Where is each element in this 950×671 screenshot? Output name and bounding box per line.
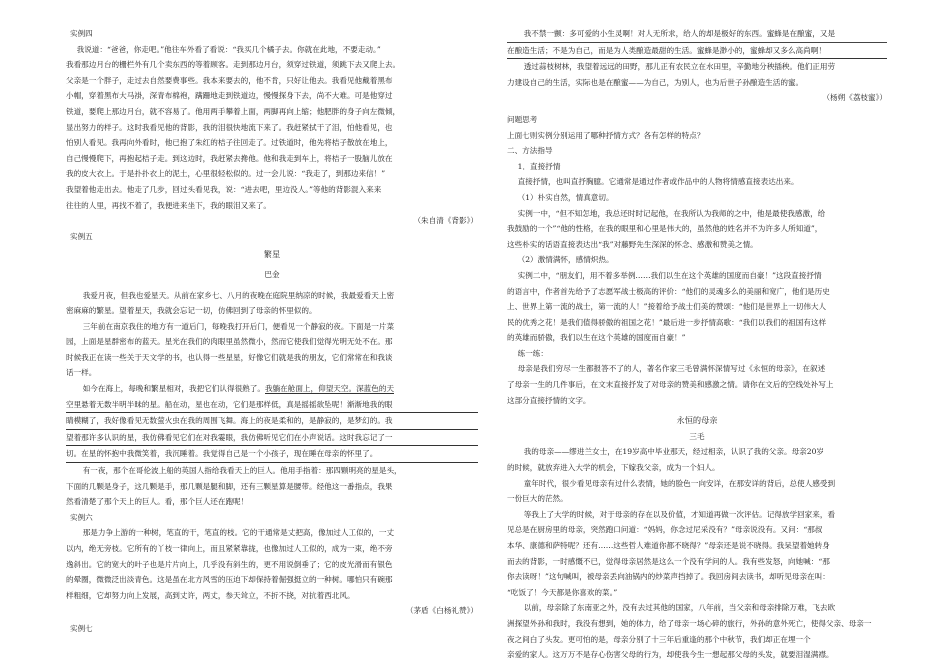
ex5-p3-underline: 我躺在舱面上，仰望天空。深蓝色的天 [264,384,395,394]
ex6-line: 那是力争上游的一种树，笔直的干，笔直的枝。它的干通常是丈把高，像加过人工似的，一丈 [82,528,395,538]
essay-line: “吃饭了！今天都是你喜欢的菜。” [507,587,618,597]
essay-line: 童年时代，很少看见母亲有过什么表情，她的脸色一向安详，在那安详的背后，总使人感受到 [523,478,836,488]
right-column [507,26,887,663]
ex5-author: 巴金 [264,269,280,279]
m1-sub1-line: 实例一中，“但不知怎地，我总还时时记起他，在我所认为我师的之中，他是最使我感激，给 [517,208,826,218]
ex5-line: 话一样。 [66,368,97,378]
ex5-underline-line: 切。在星的怀抱中我微笑着，我沉睡着。我觉得自己是一个小孩子，现在睡在母亲的怀里了。 [66,446,478,463]
ex4-line: 自己慢慢爬下，再抱起桔子走。到这边时，我赶紧去搀他。他和我走到车上，将桔子一股脑儿放在 [66,153,393,163]
ex4-line: 怕别人看见。我再向外看时，他已抱了朱红的桔子往回走了。过铁道时，他先将桔子散放在地上， [66,138,393,148]
ex5-underline-line: 望着那许多认识的星，我仿佛看见它们在对我霎眼，我仿佛听见它们在小声说话。这时我忘记了一 [66,430,478,447]
ex4-line: 我看那边月台的栅栏外有几个卖东西的等着顾客。走到那边月台，须穿过铁道，须跳下去又爬上去。 [66,60,401,70]
essay-line: 本华、康德和萨特呢？还有……这些哲人难道你都不晓得？”母亲还是说不晓得。我呆望着她转身 [507,541,830,550]
ex6-line: 逸斜出。它的宽大的叶子也是片片向上，几乎没有斜生的，更不用说倒垂了；它的皮光滑而有银色 [66,559,393,569]
essay-title: 永恒的母亲 [676,415,718,426]
ex4-line: 我望着他走出去。他走了几步，回过头看见我，说：“进去吧，里边没人。”等他的背影混入来来 [66,184,382,194]
m1-sub1-line: 我鼓励的一个”“他的性格，在我的眼里和心里是伟大的，虽然他的姓名并不为许多人所知道”， [507,224,823,234]
essay-line: 你去读呀！”这句喊叫，被母亲丢向油锅内的炒菜声挡掉了。我回房间去读书，却听见母亲在叫： [507,572,830,582]
m1-sub2-line: 实例二中，“朋友们，用不着多举例……我们以生在这个英雄的国度而自豪！”这段直接抒情 [517,270,822,280]
essay-line: 夜之间白了头发。更可怕的是，母亲分别了十三年后重逢的那个中秋节，我们却正在埋一个 [507,634,811,644]
m1-sub2-line: 民的优秀之花！是我们值得骄傲的祖国之花！”最后进一步抒情高歌：“我们以我们的祖国有这样 [507,317,827,327]
ex5-line: 我爱月夜，但我也爱星天。从前在家乡七、八月的夜晚在庭院里纳凉的时候，我最爱看天上密 [82,290,395,300]
ex5-heading: 实例五 [70,231,93,241]
ex5-line: 然看清楚了那个天上的巨人。看，那个巨人还在跑呢！ [66,497,249,507]
ex7-heading: 实例七 [70,623,93,633]
m1-text: 直接抒情，也叫直抒胸臆。它通常是通过作者或作品中的人物将情感直接表达出来。 [517,177,799,187]
practice-line: 母亲是我们穷尽一生都报答不了的人，著名作家三毛曾满怀深情写过《永恒的母亲》，在叙述 [517,364,826,374]
ex4-line: 显出努力的样子。这时我看见他的背影，我的泪很快地流下来了。我赶紧拭干了泪，怕他看见，也 [66,122,393,132]
practice-heading: 练一练： [517,348,548,358]
m1-sub1: （1）朴实自然，情真意切。 [517,192,614,202]
essay-author: 三毛 [689,431,705,441]
ex5-line: 三年前在南京我住的地方有一道后门，每晚我打开后门，便看见一个静寂的夜。下面是一片菜 [82,321,395,331]
ex4-source: （朱自清《背影》） [413,216,478,226]
ex5-line: 园，上面是星群密布的蓝天。星光在我们的肉眼里虽然微小，然而它使我们觉得光明无处不在。那 [66,337,393,347]
essay-line: 以前，母亲除了东南亚之外，没有去过其他的国家，八年前，当父亲和母亲排除万难，飞去欧 [523,603,836,613]
ex5-line: 时候我正在读一些关于天文学的书，也认得一些星星，好像它们就是我的朋友，它们常常在和我谈 [66,352,393,362]
top-line: 我不禁一颤：多可爱的小生灵啊！对人无所求，给人的却是极好的东西。蜜蜂是在酿蜜，又是 [523,29,836,38]
ex4-line: 小帽，穿着黑布大马褂，深青布棉袍，蹒跚地走到铁道边，慢慢探身下去，尚不大难。可是他穿过 [66,91,393,101]
ex6-line: 以内，绝无旁枝。它所有的丫枝一律向上，而且紧紧靠拢，也像加过人工似的，成为一束，绝不旁 [66,544,393,553]
ex5-title: 繁星 [263,249,281,260]
top-underline-line: 在酿造生活；不是为自己，而是为人类酿造最甜的生活。蜜蜂是渺小的，蜜蜂却又多么高尚啊！ [507,43,887,60]
ex5-underline-line: 空里悬着无数半明半昧的星。船在动，星也在动，它们是那样低，真是摇摇欲坠呢！渐渐地我的眼 [66,397,478,414]
m1-sub2-line: 的语言中，作者首先给予了志愿军战士极高的评价：“他们的灵魂多么的美丽和宽广，他们是历史 [507,286,830,296]
m1-sub1-line: 这些朴实的话语直接表达出“我”对藤野先生深深的怀念、感激和赞美之情。 [507,239,758,249]
left-column [66,26,478,637]
m1-sub2: （2）激情满怀，感情炽热。 [517,255,614,265]
ex4-line: 往往的人里，再找不着了，我便进来坐下，我的眼泪又来了。 [66,200,272,210]
ex4-line: 父亲是一个胖子，走过去自然要费事些。我本来要去的，他不肯，只好让他去。我看见他戴着黑布 [66,75,393,85]
question-text: 上面七则实例分别运用了哪种抒情方式？各有怎样的特点？ [507,130,705,140]
essay-line: 我的母亲——缪进兰女士，在19岁高中毕业那天，经过相亲，认识了我的父亲。母亲20岁 [523,447,825,457]
essay-line: 而去的背影，一时感慨不已，觉得母亲居然是这么一个没有学问的人。我有些发怒，向她喊：“那 [507,556,830,566]
question-heading: 问题思考 [507,114,538,124]
essay-line: 的时候，就放弃进入大学的机会，下嫁我父亲，成为一个妇人。 [507,463,720,473]
right-line: 透过蒜枝树林，我望着远远的田野，那儿正有农民立在水田里，辛勤地分秧插秧。他们正用劳 [523,62,836,72]
right-source: （杨朔《荔枝蜜》） [822,93,887,103]
ex4-body [66,42,478,229]
method-heading: 二、方法指导 [507,146,553,156]
ex5-line: 下面的几颗是身子，这几颗是手，那几颗是腿和脚，还有三颗星算是腰带。经他这一番指点，我果 [66,481,393,491]
practice-line: 了母亲一生的几件事后，在文末直接抒发了对母亲的赞美和感激之情。请你在文后的空线处补写上 [507,380,834,390]
practice-line: 这部分直接抒情的文字。 [507,395,591,405]
ex6-source: （茅盾《白杨礼赞》） [405,606,478,616]
essay-line: 一份巨大的茫然。 [507,494,568,504]
ex5-line: 密麻麻的繁星。望着星天，我就会忘记一切，仿佛回到了母亲的怀里似的。 [66,306,317,316]
ex5-underline-line: 睛模糊了，我好像看见无数萤火虫在我的周围飞舞。海上的夜是柔和的，是静寂的，是梦幻的。我 [66,413,478,430]
ex4-line: 我说道：“爸爸，你走吧。”他往车外看了看说：“我买几个橘子去。你就在此地，不要走动。” [76,44,381,54]
ex5-line: 有一夜，那个在哥伦波上船的英国人指给我看天上的巨人。他用手指着：那四颗明亮的星是头， [82,466,402,476]
m1-sub2-line: 的英雄而骄傲，我们以生在这个英雄的国度而自豪！” [507,333,686,343]
essay-line: 等我上了大学的时候，对于母亲的存在以及价值，才知道再做一次评估。记得放学回家来，看 [523,509,836,519]
m1-heading: 1．直接抒情 [517,161,561,171]
ex4-line: 铁道，要爬上那边月台，就不容易了。他用两手攀着上面，两脚再向上缩；他肥胖的身子向左微倾， [66,106,401,116]
essay-line: 亲爱的家人。这万万不是存心伤害父母的行为，却使我今生一想起那父母的头发，就要泪湿满襟。 [507,650,834,660]
ex5-underlined-passage [66,381,478,397]
ex4-line: 我的皮大衣上。于是扑扑衣上的泥土，心里很轻松似的。过一会儿说：“我走了，到那边来信！” [66,169,386,179]
ex6-line: 样粗细，它却努力向上发展，高到丈许，两丈，参天耸立，不折不挠，对抗着西北风。 [66,590,355,600]
ex6-heading: 实例六 [70,512,93,522]
ex4-heading: 实例四 [70,29,93,38]
right-line: 力建设自己的生活，实际也是在酿蜜——为自己，为别人，也为后世子孙酿造生活的蜜。 [507,77,804,87]
essay-line: 洲探望外孙和我时，我没有想到，她的体力，给了母亲一场心碎的旅行，外孙的意外死亡，使得父亲、母亲一 [507,618,872,628]
essay-line: 见总是在厨房里的母亲，突然跑口问道：“妈妈，你念过尼采没有？”母亲说没有。又问：“那叔 [507,525,823,535]
m1-sub2-line: 上、世界上第一流的战士，第一流的人！”接着给予战士们美的赞颂：“他们是世界上一切伟大人 [507,302,827,312]
ex6-line: 的晕圈，微微泛出淡青色。这是虽在北方风雪的压迫下却保持着倔强挺立的一种树。哪怕只有碗那 [66,575,393,585]
ex5-p3-plain: 如今在海上，每晚和繁星相对，我把它们认得很熟了。 [82,384,265,394]
